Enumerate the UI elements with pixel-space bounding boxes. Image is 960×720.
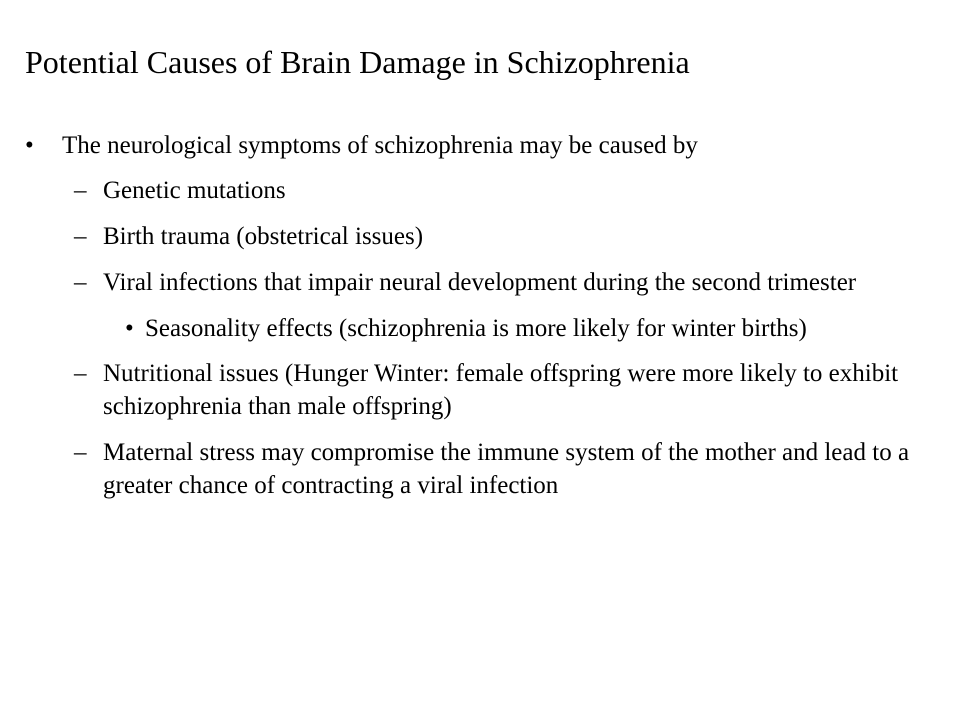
cause-text: Maternal stress may compromise the immune system of the mother and lead to a greater chance of contracting a viral infection <box>103 439 910 499</box>
dash-marker: – <box>74 439 87 466</box>
cause-item-viral <box>25 266 925 299</box>
dash-marker: – <box>74 223 87 250</box>
cause-text: Genetic mutations <box>103 177 286 204</box>
bullet-marker: • <box>125 315 134 342</box>
dash-marker: – <box>74 269 87 296</box>
cause-text: Birth trauma (obstetrical issues) <box>103 223 424 250</box>
bullet-item <box>25 129 925 162</box>
dash-marker: – <box>74 177 87 204</box>
bullet-text: The neurological symptoms of schizophrenia may be caused by <box>62 132 698 159</box>
bullet-marker: • <box>25 132 34 159</box>
cause-item-genetic <box>25 174 925 207</box>
sub-bullet-seasonality <box>25 312 925 345</box>
sub-bullet-text: Seasonality effects (schizophrenia is more likely for winter births) <box>145 315 807 342</box>
slide-body <box>25 129 925 515</box>
slide-title: Potential Causes of Brain Damage in Schizophrenia <box>25 44 690 80</box>
cause-item-birth-trauma <box>25 220 925 253</box>
dash-marker: – <box>74 360 87 387</box>
cause-item-nutritional <box>25 357 925 423</box>
cause-item-maternal-stress <box>25 436 925 502</box>
cause-text: Nutritional issues (Hunger Winter: female offspring were more likely to exhibit schizophrenia than male offspring) <box>103 360 899 420</box>
cause-text: Viral infections that impair neural development during the second trimester <box>103 269 857 296</box>
